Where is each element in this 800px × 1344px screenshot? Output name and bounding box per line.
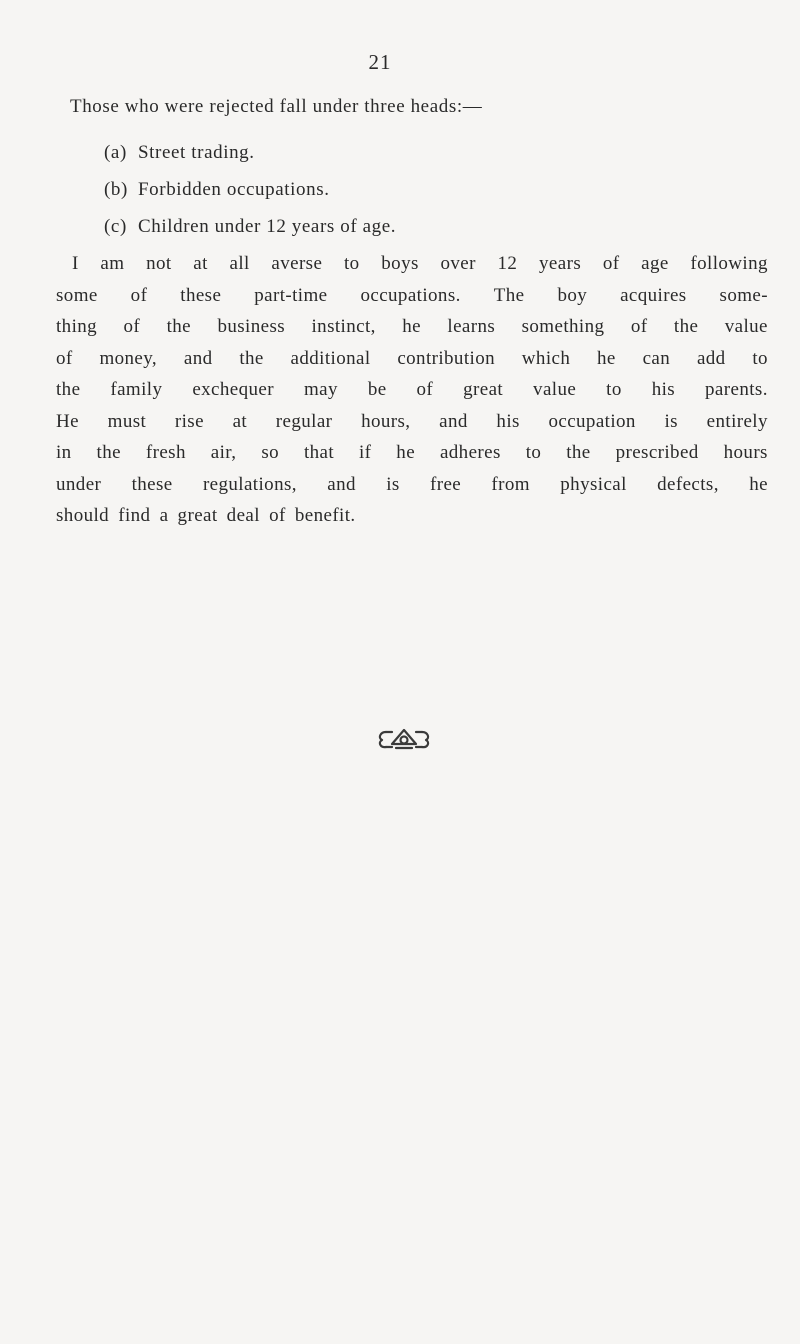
word: so (261, 442, 280, 463)
word: some (56, 284, 98, 306)
word: add (696, 347, 726, 369)
list-item-text: Street trading. (138, 142, 255, 163)
body-paragraph (56, 253, 768, 537)
word: boy (557, 284, 588, 306)
paragraph-line (56, 253, 768, 285)
printer-ornament-icon (376, 724, 432, 754)
word: he (402, 316, 421, 337)
word: if (358, 442, 372, 463)
word: years (539, 253, 582, 274)
word: that (303, 442, 335, 463)
list-marker: (c) (104, 216, 127, 237)
word: the (673, 316, 699, 337)
word: of (416, 379, 434, 400)
word: 12 (497, 253, 518, 274)
word: and (439, 410, 468, 432)
word: fresh (145, 442, 186, 463)
word: of (123, 316, 141, 337)
word: following (690, 253, 768, 274)
word: additional (290, 347, 371, 369)
paragraph-line (56, 285, 768, 317)
word: physical (560, 473, 627, 495)
list-item-text: Forbidden occupations. (138, 179, 330, 200)
word: of (130, 284, 148, 306)
word: learns (447, 316, 496, 337)
page-number: 21 (368, 50, 392, 74)
word: business (217, 316, 286, 337)
word: may (303, 379, 338, 400)
word: exchequer (192, 379, 274, 400)
word: of (602, 253, 620, 274)
paragraph-line (56, 316, 768, 348)
list-item (104, 216, 396, 253)
word: the (566, 442, 591, 463)
word: free (429, 473, 462, 495)
word: at (232, 410, 248, 432)
word: instinct, (311, 316, 376, 337)
list-marker: (b) (104, 179, 128, 200)
word: which (521, 347, 571, 369)
word: all (229, 253, 250, 274)
word: to (525, 442, 542, 463)
list-item-text: Children under 12 years of age. (138, 216, 397, 237)
word: the (96, 442, 121, 463)
paragraph-line (56, 474, 768, 506)
word: hours (723, 442, 768, 463)
word: defects, (657, 473, 719, 495)
paragraph-line (56, 442, 768, 474)
word: something (521, 316, 605, 337)
word: I (72, 253, 79, 274)
word: entirely (706, 410, 768, 432)
word: must (107, 410, 147, 432)
paragraph-line (56, 505, 768, 537)
word: regular (275, 410, 333, 432)
word: hours, (361, 410, 411, 432)
word: is (386, 473, 400, 495)
word: age (641, 253, 669, 274)
word: he (749, 473, 768, 495)
list-item (104, 142, 396, 179)
word: the (239, 347, 264, 369)
word: some- (719, 284, 768, 306)
word: great (463, 379, 504, 400)
word: value (724, 316, 768, 337)
word: to (752, 347, 768, 369)
word: prescribed (615, 442, 699, 463)
word: and (327, 473, 356, 495)
line-text: should find a great deal of benefit. (56, 505, 356, 526)
paragraph-line (56, 348, 768, 380)
word: family (110, 379, 163, 400)
word: these (180, 284, 222, 306)
word: the (56, 379, 81, 400)
word: money, (99, 347, 158, 369)
word: be (367, 379, 387, 400)
word: value (533, 379, 577, 400)
word: to (606, 379, 622, 400)
word: averse (271, 253, 323, 274)
paragraph-line (56, 411, 768, 443)
word: adheres (439, 442, 501, 463)
word: air, (210, 442, 237, 463)
word: not (146, 253, 172, 274)
word: boys (381, 253, 419, 274)
word: acquires (620, 284, 687, 306)
word: at (193, 253, 208, 274)
word: under (56, 473, 102, 495)
word: parents. (705, 379, 768, 400)
word: of (56, 347, 73, 369)
word: can (642, 347, 671, 369)
word: he (396, 442, 416, 463)
word: of (630, 316, 648, 337)
word: to (344, 253, 360, 274)
word: He (56, 410, 79, 432)
list-item (104, 179, 396, 216)
word: regulations, (202, 473, 297, 495)
word: is (664, 410, 678, 432)
word: part-time (254, 284, 328, 306)
word: his (496, 410, 520, 432)
word: occupations. (360, 284, 461, 306)
word: from (491, 473, 530, 495)
word: contribution (397, 347, 495, 369)
word: am (100, 253, 125, 274)
heads-list (104, 142, 396, 253)
word: occupation (548, 410, 636, 432)
list-marker: (a) (104, 142, 127, 163)
paragraph-line (56, 379, 768, 411)
word: in (56, 442, 72, 463)
word: the (166, 316, 191, 337)
word: these (131, 473, 173, 495)
word: and (183, 347, 213, 369)
word: over (440, 253, 476, 274)
intro-sentence: Those who were rejected fall under three heads:— (70, 96, 483, 117)
word: his (651, 379, 676, 400)
word: thing (56, 316, 98, 337)
word: rise (174, 410, 204, 432)
word: he (597, 347, 616, 369)
word: The (493, 284, 525, 306)
